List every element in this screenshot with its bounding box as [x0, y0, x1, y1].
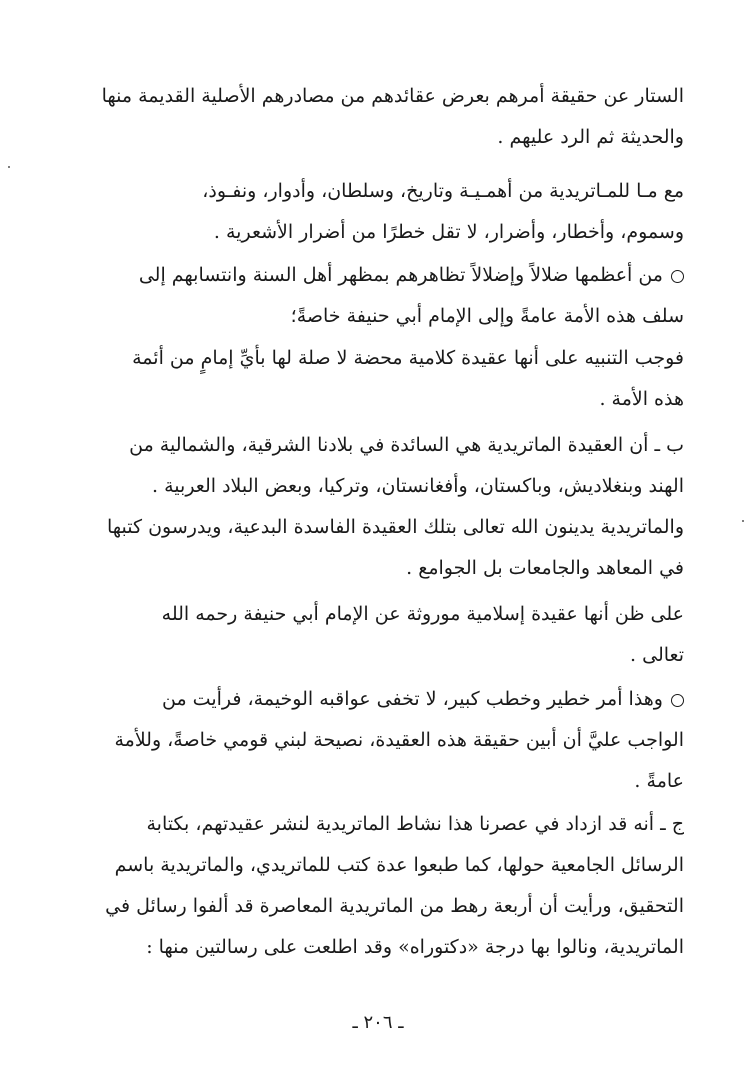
text-line: تعالى .	[630, 644, 684, 666]
text-line: سلف هذه الأمة عامةً وإلى الإمام أبي حنيفة خاصةً؛	[290, 305, 684, 327]
page-number: ـ ٢٠٦ ـ	[352, 1012, 404, 1033]
text-line-content: وهذا أمر خطير وخطب كبير، لا تخفى عواقبه الوخيمة، فرأيت من	[162, 688, 663, 710]
paragraph-5	[72, 425, 684, 589]
text-line: والحديثة ثم الرد عليهم .	[497, 126, 684, 148]
text-line: وسموم، وأخطار، وأضرار، لا تقل خطرًا من أضرار الأشعرية .	[213, 221, 684, 243]
scan-speck	[8, 166, 10, 168]
paragraph-4	[72, 338, 684, 420]
text-line: والماتريدية يدينون الله تعالى بتلك العقيدة الفاسدة البدعية، ويدرسون كتبها	[106, 516, 684, 538]
text-line: هذه الأمة .	[599, 388, 684, 410]
circle-bullet-icon	[671, 694, 684, 707]
paragraph-6	[72, 594, 684, 676]
paragraph-8	[72, 804, 684, 968]
scan-speck	[742, 520, 744, 522]
text-line: فوجب التنبيه على أنها عقيدة كلامية محضة لا صلة لها بأيِّ إمامٍ من أئمة	[132, 347, 684, 369]
text-line: في المعاهد والجامعات بل الجوامع .	[406, 557, 684, 579]
text-line: التحقيق، ورأيت أن أربعة رهط من الماتريدية المعاصرة قد ألفوا رسائل في	[105, 895, 684, 917]
circle-bullet-icon	[671, 270, 684, 283]
text-line: الستار عن حقيقة أمرهم بعرض عقائدهم من مصادرهم الأصلية القديمة منها	[101, 85, 684, 107]
text-line: الماتريدية، ونالوا بها درجة «دكتوراه» وقد اطلعت على رسالتين منها :	[146, 936, 684, 958]
text-line-content: من أعظمها ضلالاً وإضلالاً تظاهرهم بمظهر أهل السنة وانتسابهم إلى	[138, 264, 663, 286]
paragraph-1	[72, 76, 684, 158]
text-line	[72, 679, 684, 720]
text-line: ب ـ أن العقيدة الماتريدية هي السائدة في بلادنا الشرقية، والشمالية من	[129, 434, 684, 456]
paragraph-7	[72, 679, 684, 802]
text-line: مع مـا للمـاتريدية من أهمـيـة وتاريخ، وسلطان، وأدوار، ونفـوذ،	[202, 180, 684, 202]
text-line: عامةً .	[634, 770, 684, 792]
text-line: الواجب عليَّ أن أبين حقيقة هذه العقيدة، نصيحة لبني قومي خاصةً، وللأمة	[114, 729, 684, 751]
text-line: ج ـ أنه قد ازداد في عصرنا هذا نشاط الماتريدية لنشر عقيدتهم، بكتابة	[146, 813, 684, 835]
text-line: الرسائل الجامعية حولها، كما طبعوا عدة كتب للماتريدي، والماتريدية باسم	[114, 854, 684, 876]
text-line	[72, 255, 684, 296]
paragraph-3	[72, 255, 684, 337]
text-line: الهند وبنغلاديش، وباكستان، وأفغانستان، وتركيا، وبعض البلاد العربية .	[152, 475, 684, 497]
text-line: على ظن أنها عقيدة إسلامية موروثة عن الإمام أبي حنيفة رحمه الله	[161, 603, 684, 625]
paragraph-2	[72, 171, 684, 253]
